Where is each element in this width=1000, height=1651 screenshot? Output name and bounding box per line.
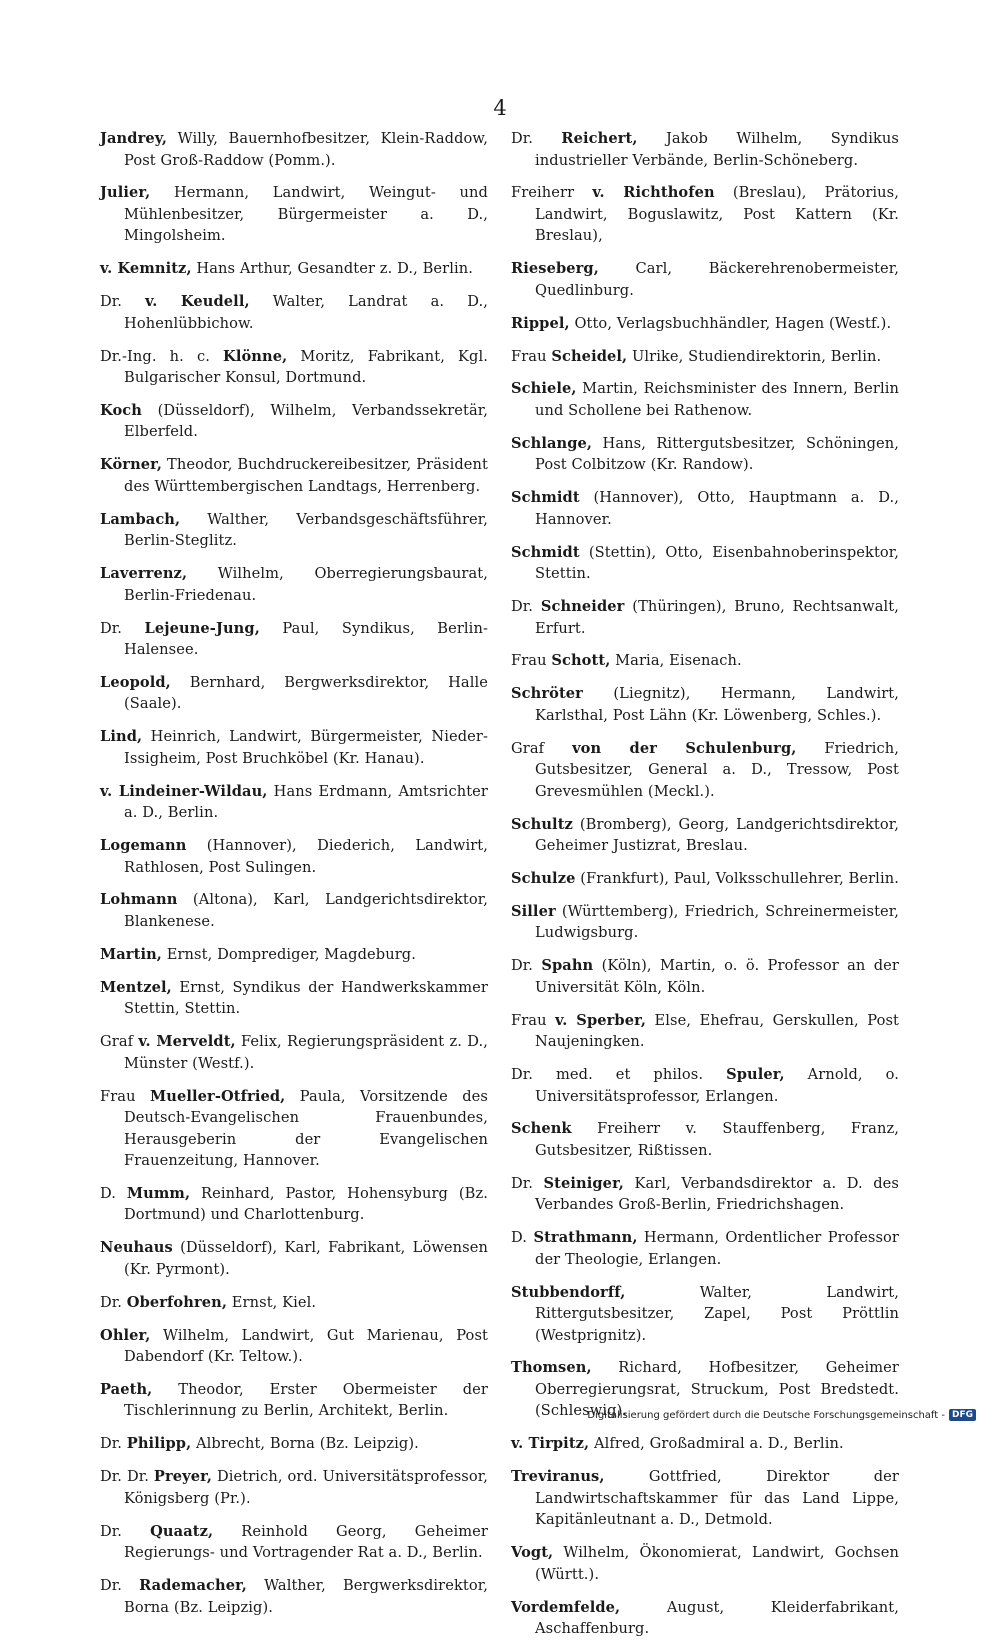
directory-entry bbox=[100, 1237, 488, 1280]
directory-entry bbox=[511, 1227, 899, 1270]
entry-details: Ernst, Kiel. bbox=[227, 1293, 317, 1311]
entry-name: Schmidt bbox=[511, 489, 580, 507]
entry-details: Albrecht, Borna (Bz. Leipzig). bbox=[191, 1435, 419, 1453]
entry-name: Spahn bbox=[541, 957, 594, 975]
entry-name: v. Kemnitz, bbox=[100, 260, 192, 278]
directory-entry bbox=[100, 889, 488, 932]
entry-name: Logemann bbox=[100, 837, 187, 855]
entry-details: (Breslau), Prätorius, Landwirt, Boguslawitz, Post Kattern (Kr. Breslau), bbox=[535, 184, 900, 245]
entry-name: Schlange, bbox=[511, 434, 593, 452]
entry-details: Martin, Reichsminister des Innern, Berlin und Schollene bei Rathenow. bbox=[535, 380, 899, 419]
directory-entry bbox=[511, 814, 899, 857]
directory-entry bbox=[100, 977, 488, 1020]
directory-entry bbox=[100, 1086, 488, 1172]
entry-name: Spuler, bbox=[726, 1066, 785, 1084]
entry-details: (Altona), Karl, Landgerichtsdirektor, Blankenese. bbox=[124, 891, 488, 930]
directory-entry bbox=[100, 1433, 488, 1455]
entry-name: Philipp, bbox=[126, 1435, 192, 1453]
entry-prefix: Frau bbox=[511, 347, 552, 365]
directory-entry bbox=[511, 258, 899, 301]
directory-entry bbox=[100, 563, 488, 606]
directory-entry bbox=[100, 1292, 488, 1314]
entry-details: Freiherr v. Stauffenberg, Franz, Gutsbesitzer, Rißtissen. bbox=[535, 1120, 899, 1159]
entry-prefix: Frau bbox=[511, 1011, 556, 1029]
directory-entry bbox=[511, 128, 899, 171]
directory-entry bbox=[100, 346, 488, 389]
directory-entry bbox=[511, 1010, 899, 1053]
directory-entry bbox=[511, 1064, 899, 1107]
directory-entry bbox=[511, 650, 899, 672]
footer-text: Digitalisierung gefördert durch die Deutsche Forschungsgemeinschaft - bbox=[587, 1409, 945, 1421]
entry-details: (Bromberg), Georg, Landgerichtsdirektor, Geheimer Justizrat, Breslau. bbox=[535, 815, 899, 855]
entry-prefix: Dr. bbox=[100, 1522, 151, 1540]
entry-name: v. Tirpitz, bbox=[511, 1435, 590, 1453]
directory-entry bbox=[100, 1325, 488, 1368]
entry-name: Lambach, bbox=[100, 510, 181, 528]
entry-name: Lejeune-Jung, bbox=[144, 619, 260, 637]
entry-name: Klönne, bbox=[223, 347, 288, 365]
entry-details: Otto, Verlagsbuchhändler, Hagen (Westf.). bbox=[569, 314, 892, 332]
entry-prefix: Dr. bbox=[100, 1435, 127, 1453]
directory-entry bbox=[511, 901, 899, 944]
entry-name: Reichert, bbox=[561, 130, 638, 147]
entry-name: Julier, bbox=[100, 184, 151, 202]
directory-entry bbox=[511, 1597, 899, 1640]
entry-details: Felix, Regierungspräsident z. D., Münster (Westf.). bbox=[124, 1033, 488, 1072]
entry-details: (Hannover), Diederich, Landwirt, Rathlosen, Post Sulingen. bbox=[124, 837, 488, 876]
directory-entry bbox=[100, 835, 488, 878]
directory-entry bbox=[511, 738, 899, 803]
entry-details: Moritz, Fabrikant, Kgl. Bulgarischer Konsul, Dortmund. bbox=[124, 347, 488, 387]
entry-name: Leopold, bbox=[100, 673, 171, 691]
entry-details: Ulrike, Studiendirektorin, Berlin. bbox=[627, 347, 882, 365]
entry-details: Dietrich, ord. Universitätsprofessor, Königsberg (Pr.). bbox=[124, 1468, 488, 1507]
entry-name: Steiniger, bbox=[543, 1174, 624, 1192]
directory-entry bbox=[511, 182, 899, 247]
directory-entry bbox=[100, 128, 488, 171]
entry-details: (Frankfurt), Paul, Volksschullehrer, Berlin. bbox=[575, 869, 899, 887]
entry-details: Karl, Verbandsdirektor a. D. des Verbandes Groß-Berlin, Friedrichshagen. bbox=[535, 1174, 899, 1214]
entry-details: Maria, Eisenach. bbox=[610, 652, 742, 670]
entry-details: Reinhard, Pastor, Hohensyburg (Bz. Dortmund) und Charlottenburg. bbox=[124, 1184, 488, 1224]
directory-entry bbox=[511, 542, 899, 585]
directory-entry bbox=[100, 1575, 488, 1618]
directory-entry bbox=[511, 487, 899, 530]
entry-name: Lind, bbox=[100, 728, 143, 746]
entry-name: Schenk bbox=[511, 1120, 572, 1138]
entry-name: Mentzel, bbox=[100, 978, 172, 996]
entry-name: Rieseberg, bbox=[511, 260, 599, 278]
entry-name: Paeth, bbox=[100, 1380, 153, 1398]
entry-details: Hans, Rittergutsbesitzer, Schöningen, Post Colbitzow (Kr. Randow). bbox=[535, 434, 899, 474]
entry-name: Oberfohren, bbox=[126, 1293, 228, 1311]
entry-name: von der Schulenburg, bbox=[572, 739, 797, 757]
entry-name: Rademacher, bbox=[139, 1577, 247, 1595]
entry-name: v. Merveldt, bbox=[138, 1033, 236, 1051]
entry-name: Mueller-Otfried, bbox=[150, 1087, 286, 1105]
entry-name: Schneider bbox=[540, 598, 625, 616]
directory-entry bbox=[100, 944, 488, 966]
entry-name: Schmidt bbox=[511, 543, 580, 561]
directory-entry bbox=[100, 182, 488, 247]
entry-name: Martin, bbox=[100, 945, 162, 963]
entry-prefix: Dr. bbox=[511, 957, 542, 975]
directory-entry bbox=[100, 1379, 488, 1422]
directory-entry bbox=[511, 378, 899, 421]
entry-details: Hans Arthur, Gesandter z. D., Berlin. bbox=[191, 260, 473, 278]
entry-details: Reinhold Georg, Geheimer Regierungs- und Vortragender Rat a. D., Berlin. bbox=[124, 1522, 488, 1562]
directory-entry bbox=[100, 258, 488, 280]
directory-entry bbox=[511, 1282, 899, 1347]
entry-details: Richard, Hofbesitzer, Geheimer Oberregierungsrat, Struckum, Post Bredstedt. (Schleswig). bbox=[535, 1359, 899, 1420]
entry-name: Vogt, bbox=[511, 1544, 554, 1562]
entry-name: Körner, bbox=[100, 456, 163, 474]
directory-entry bbox=[511, 596, 899, 639]
entry-name: Vordemfelde, bbox=[511, 1598, 621, 1616]
directory-entry bbox=[100, 781, 488, 824]
entry-details: Gottfried, Direktor der Landwirtschaftskammer für das Land Lippe, Kapitänleutnant a. D., Detmold. bbox=[535, 1468, 899, 1529]
entry-details: Else, Ehefrau, Gerskullen, Post Naujeningken. bbox=[535, 1011, 900, 1051]
entry-name: Schiele, bbox=[511, 380, 577, 398]
directory-entry bbox=[511, 1433, 899, 1455]
entry-name: Schulze bbox=[511, 869, 576, 887]
entry-name: v. Sperber, bbox=[555, 1011, 647, 1029]
entry-details: Wilhelm, Oberregierungsbaurat, Berlin-Friedenau. bbox=[124, 565, 488, 604]
entry-prefix: Dr. bbox=[100, 293, 146, 311]
entry-prefix: Dr. bbox=[511, 130, 562, 147]
entry-details: (Köln), Martin, o. ö. Professor an der Universität Köln, Köln. bbox=[535, 957, 899, 996]
left-column bbox=[100, 128, 488, 1629]
directory-entry bbox=[511, 313, 899, 335]
directory-entry bbox=[100, 618, 488, 661]
directory-entry bbox=[511, 1542, 899, 1585]
directory-entry bbox=[100, 1183, 488, 1226]
entry-details: Hermann, Landwirt, Weingut- und Mühlenbesitzer, Bürgermeister a. D., Mingolsheim. bbox=[124, 184, 488, 245]
entry-details: Theodor, Buchdruckereibesitzer, Präsident des Württembergischen Landtags, Herrenberg. bbox=[124, 456, 488, 495]
entry-prefix: Graf bbox=[511, 739, 573, 757]
entry-prefix: Dr. bbox=[511, 1174, 544, 1192]
entry-details: (Liegnitz), Hermann, Landwirt, Karlsthal, Post Lähn (Kr. Löwenberg, Schles.). bbox=[535, 685, 899, 724]
entry-details: Paula, Vorsitzende des Deutsch-Evangelischen Frauenbundes, Herausgeberin der Evangelischen Frauenzeitung, Hannover. bbox=[124, 1087, 489, 1170]
entry-name: Ohler, bbox=[100, 1326, 151, 1344]
entry-prefix: Dr. Dr. bbox=[100, 1468, 154, 1486]
directory-entry bbox=[100, 1466, 488, 1509]
directory-entry bbox=[100, 1031, 488, 1074]
entry-name: Siller bbox=[511, 902, 556, 920]
entry-details: Ernst, Syndikus der Handwerkskammer Stettin, Stettin. bbox=[124, 978, 488, 1018]
entry-details: Bernhard, Bergwerksdirektor, Halle (Saale). bbox=[124, 673, 488, 713]
entry-prefix: Frau bbox=[511, 652, 552, 670]
directory-entry bbox=[100, 1521, 488, 1564]
entry-prefix: Frau bbox=[100, 1087, 151, 1105]
entry-details: Paul, Syndikus, Berlin-Halensee. bbox=[124, 619, 488, 659]
directory-entry bbox=[100, 291, 488, 334]
directory-entry bbox=[511, 683, 899, 726]
entry-details: Walther, Verbandsgeschäftsführer, Berlin-Steglitz. bbox=[124, 510, 488, 550]
directory-entry bbox=[511, 433, 899, 476]
directory-entry bbox=[100, 509, 488, 552]
entry-prefix: Dr. bbox=[511, 598, 541, 616]
directory-entry bbox=[511, 1173, 899, 1216]
entry-details: Hermann, Ordentlicher Professor der Theologie, Erlangen. bbox=[535, 1229, 900, 1268]
entry-details: Walter, Landrat a. D., Hohenlübbichow. bbox=[124, 293, 488, 332]
entry-details: Carl, Bäckerehrenobermeister, Quedlinburg. bbox=[535, 260, 899, 299]
entry-prefix: D. bbox=[100, 1184, 127, 1202]
right-column bbox=[511, 128, 899, 1651]
entry-name: Lohmann bbox=[100, 891, 178, 909]
entry-details: Willy, Bauernhofbesitzer, Klein-Raddow, Post Groß-Raddow (Pomm.). bbox=[124, 130, 488, 169]
entry-name: Jandrey, bbox=[100, 130, 168, 147]
page-number: 4 bbox=[493, 96, 507, 120]
entry-name: v. Keudell, bbox=[145, 293, 250, 311]
entry-details: Jakob Wilhelm, Syndikus industrieller Verbände, Berlin-Schöneberg. bbox=[535, 130, 899, 169]
entry-prefix: D. bbox=[511, 1229, 534, 1247]
entry-name: Treviranus, bbox=[511, 1468, 605, 1486]
entry-name: v. Lindeiner-Wildau, bbox=[100, 782, 268, 800]
entry-details: Walter, Landwirt, Rittergutsbesitzer, Zapel, Post Pröttlin (Westprignitz). bbox=[535, 1283, 899, 1344]
entry-name: Stubbendorff, bbox=[511, 1283, 626, 1301]
entry-name: Laverrenz, bbox=[100, 565, 188, 583]
entry-name: Koch bbox=[100, 401, 142, 419]
directory-entry bbox=[100, 400, 488, 443]
directory-entry bbox=[100, 454, 488, 497]
entry-name: Schröter bbox=[511, 685, 583, 703]
directory-entry bbox=[100, 726, 488, 769]
entry-name: v. Richthofen bbox=[592, 184, 715, 202]
entry-details: Wilhelm, Landwirt, Gut Marienau, Post Dabendorf (Kr. Teltow.). bbox=[124, 1326, 488, 1366]
entry-details: (Thüringen), Bruno, Rechtsanwalt, Erfurt. bbox=[535, 598, 899, 637]
entry-details: (Hannover), Otto, Hauptmann a. D., Hannover. bbox=[535, 489, 899, 528]
entry-name: Mumm, bbox=[126, 1184, 191, 1202]
entry-details: (Stettin), Otto, Eisenbahnoberinspektor, Stettin. bbox=[535, 543, 899, 583]
entry-prefix: Dr. bbox=[100, 1293, 127, 1311]
directory-entry bbox=[511, 1466, 899, 1531]
entry-name: Preyer, bbox=[153, 1468, 213, 1486]
directory-entry bbox=[511, 868, 899, 890]
entry-details: August, Kleiderfabrikant, Aschaffenburg. bbox=[535, 1598, 899, 1638]
entry-prefix: Dr. bbox=[100, 1577, 140, 1595]
directory-entry bbox=[511, 1118, 899, 1161]
entry-prefix: Dr. bbox=[100, 619, 145, 637]
entry-name: Scheidel, bbox=[551, 347, 628, 365]
entry-name: Neuhaus bbox=[100, 1239, 173, 1257]
directory-entry bbox=[511, 346, 899, 368]
entry-details: Friedrich, Gutsbesitzer, General a. D., Tressow, Post Grevesmühlen (Meckl.). bbox=[535, 739, 899, 800]
entry-name: Thomsen, bbox=[511, 1359, 592, 1377]
entry-details: Walther, Bergwerksdirektor, Borna (Bz. Leipzig). bbox=[124, 1577, 488, 1616]
entry-prefix: Dr. med. et philos. bbox=[511, 1066, 727, 1084]
footer bbox=[587, 1409, 976, 1421]
entry-prefix: Graf bbox=[100, 1033, 139, 1051]
entry-details: Hans Erdmann, Amtsrichter a. D., Berlin. bbox=[124, 782, 488, 822]
entry-details: Ernst, Domprediger, Magdeburg. bbox=[161, 945, 416, 963]
entry-details: (Düsseldorf), Wilhelm, Verbandssekretär, Elberfeld. bbox=[124, 401, 488, 441]
dfg-logo: DFG bbox=[949, 1409, 976, 1421]
entry-name: Quaatz, bbox=[150, 1522, 214, 1540]
entry-details: Wilhelm, Ökonomierat, Landwirt, Gochsen (Württ.). bbox=[535, 1544, 899, 1583]
entry-name: Schultz bbox=[511, 815, 573, 833]
entry-prefix: Dr.-Ing. h. c. bbox=[100, 347, 224, 365]
entry-details: Alfred, Großadmiral a. D., Berlin. bbox=[589, 1435, 844, 1453]
entry-prefix: Freiherr bbox=[511, 184, 593, 202]
entry-details: (Düsseldorf), Karl, Fabrikant, Löwensen (Kr. Pyrmont). bbox=[124, 1239, 488, 1278]
directory-entry bbox=[511, 955, 899, 998]
entry-details: Heinrich, Landwirt, Bürgermeister, Nieder-Issigheim, Post Bruchköbel (Kr. Hanau). bbox=[124, 728, 488, 767]
entry-name: Strathmann, bbox=[533, 1229, 638, 1247]
entry-details: Arnold, o. Universitätsprofessor, Erlangen. bbox=[535, 1066, 899, 1105]
entry-name: Schott, bbox=[551, 652, 611, 670]
directory-entry bbox=[100, 672, 488, 715]
entry-details: (Württemberg), Friedrich, Schreinermeister, Ludwigsburg. bbox=[535, 902, 899, 942]
entry-details: Theodor, Erster Obermeister der Tischlerinnung zu Berlin, Architekt, Berlin. bbox=[124, 1380, 488, 1420]
entry-name: Rippel, bbox=[511, 314, 570, 332]
